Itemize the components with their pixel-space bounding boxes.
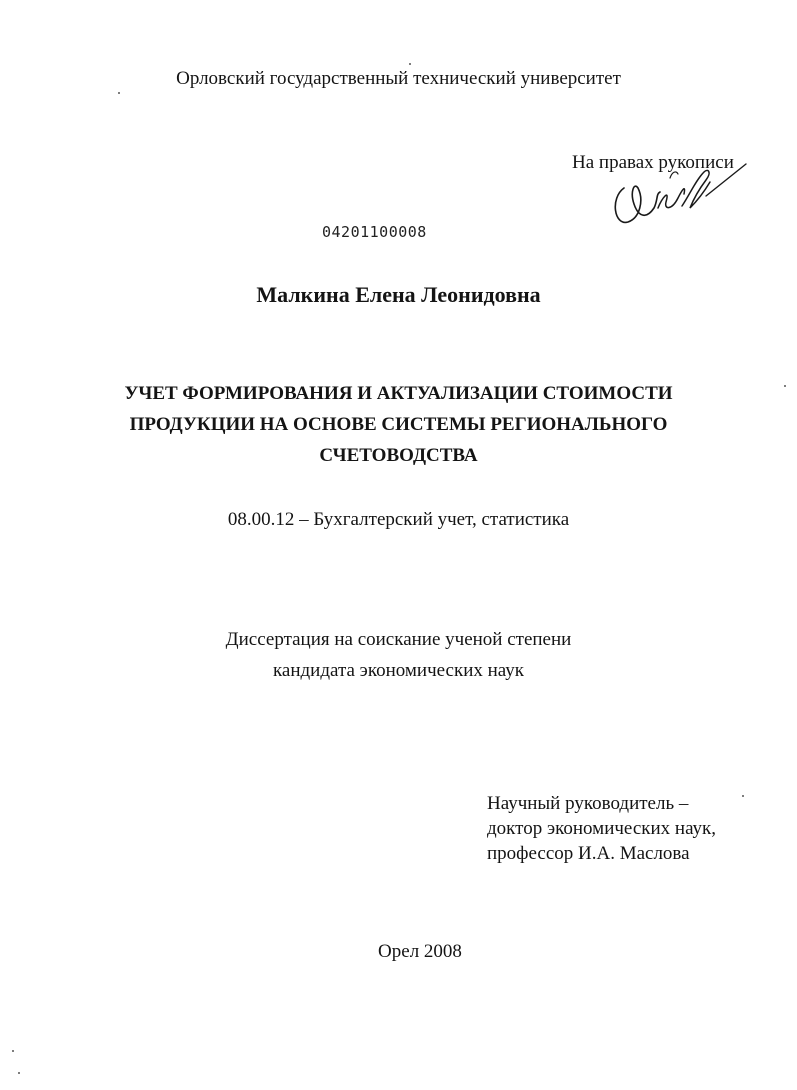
supervisor-line-3: профессор И.А. Маслова (487, 843, 690, 864)
supervisor-line-2: доктор экономических наук, (487, 818, 717, 839)
university-name: Орловский государственный технический университет (176, 68, 621, 89)
title-line: УЧЕТ ФОРМИРОВАНИЯ И АКТУАЛИЗАЦИИ СТОИМОСТИ (124, 383, 673, 404)
scan-speck (18, 1072, 20, 1074)
scan-speck (118, 92, 120, 94)
manuscript-rights-note: На правах рукописи (572, 152, 734, 173)
title-line: ПРОДУКЦИИ НА ОСНОВЕ СИСТЕМЫ РЕГИОНАЛЬНОГО (129, 414, 668, 435)
handwritten-signature (600, 158, 750, 238)
document-registration-number: 04201100008 (322, 223, 427, 241)
city-and-year: Орел 2008 (378, 941, 462, 962)
degree-line-2: кандидата экономических наук (272, 660, 525, 681)
scan-speck (742, 795, 744, 797)
supervisor-line-1: Научный руководитель – (487, 793, 689, 814)
scan-speck (409, 63, 411, 65)
degree-statement (0, 624, 797, 686)
dissertation-title (0, 378, 797, 471)
scan-speck (12, 1050, 14, 1052)
title-line: СЧЕТОВОДСТВА (319, 445, 478, 466)
scan-speck (784, 385, 786, 387)
scientific-supervisor (487, 791, 716, 866)
author-name: Малкина Елена Леонидовна (256, 282, 541, 307)
degree-line-1: Диссертация на соискание ученой степени (225, 629, 572, 650)
specialty-code: 08.00.12 – Бухгалтерский учет, статистика (227, 509, 570, 530)
